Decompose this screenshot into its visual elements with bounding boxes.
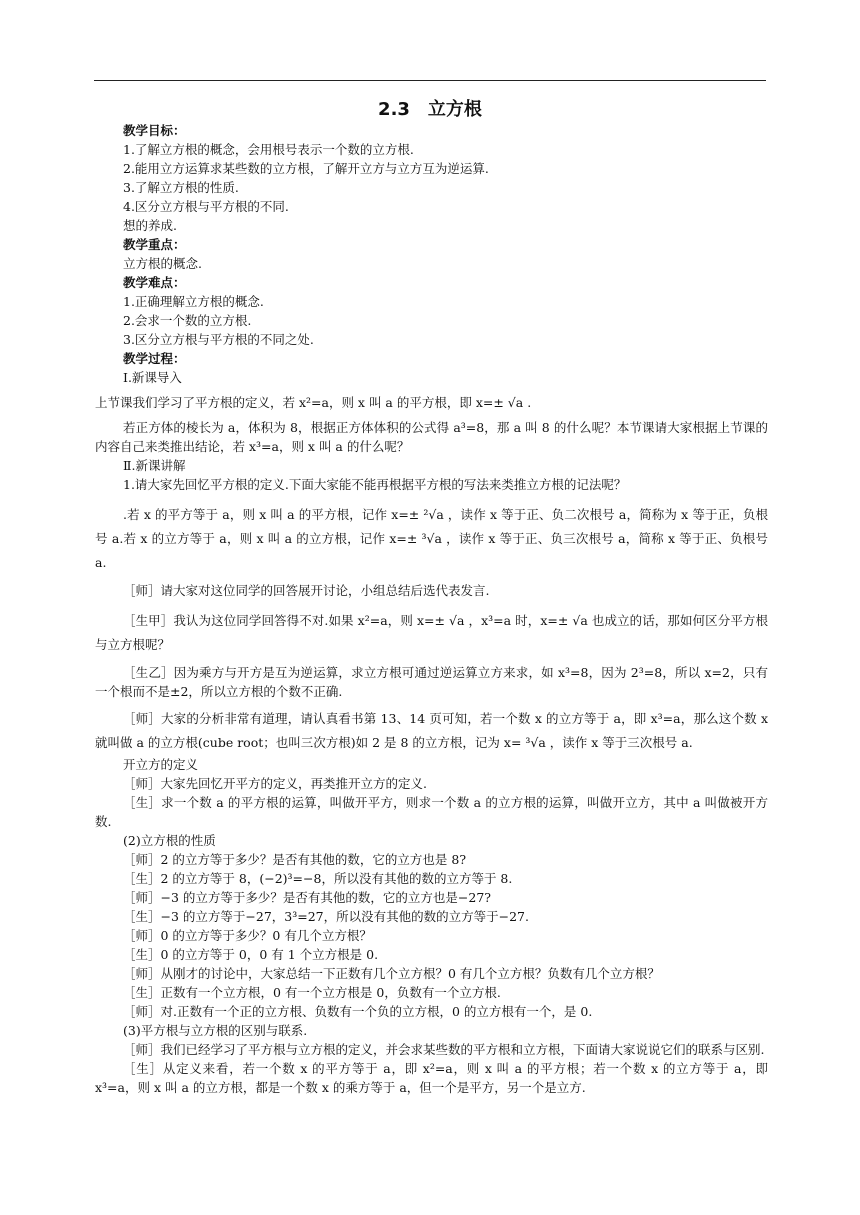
paragraph: ［师］请大家对这位同学的回答展开讨论，小组总结后选代表发言. [123,583,490,598]
paragraph: ［生］从定义来看，若一个数 x 的平方等于 a，即 x²=a，则 x 叫 a 的平方根；若一个数 x 的立方等于 a，即 x³=a，则 x 叫 a 的立方根，都是一个数 x 的乘方等于 a，但一个是平方，另一个是立方. [95,1061,768,1095]
body-text [95,121,768,1097]
section-lecture: Ⅱ.新课讲解 [123,458,186,473]
heading-difficulties: 教学难点： [123,275,186,290]
paragraph: ［师］我们已经学习了平方根与立方根的定义，并会求某些数的平方根和立方根，下面请大家说说它们的联系与区别. [123,1042,765,1057]
dialogue-line: ［生］−3 的立方等于−27，3³=27，所以没有其他的数的立方等于−27. [123,909,529,924]
paragraph: 若正方体的棱长为 a，体积为 8，根据正方体体积的公式得 a³=8，那 a 叫 8 的什么呢？本节课请大家根据上节课的内容自己来类推出结论，若 x³=a，则 x 叫 a 的什么呢？ [95,420,768,454]
paragraph: ［师］大家的分析非常有道理，请认真看书第 13、14 页可知，若一个数 x 的立方等于 a，即 x³=a，那么这个数 x 就叫做 a 的立方根(cube root；也叫三次方根)如 2 是 8 的立方根，记为 x= ³√a ，读作 x 等于三次根号 a. [95,711,768,750]
section-intro: Ⅰ.新课导入 [123,370,182,385]
paragraph: 上节课我们学习了平方根的定义，若 x²=a，则 x 叫 a 的平方根，即 x=± √a . [95,395,532,410]
subheading: (3)平方根与立方根的区别与联系. [123,1023,308,1038]
dialogue-line: ［师］−3 的立方等于多少？是否有其他的数，它的立方也是−27? [123,890,491,905]
dialogue-line: ［师］对.正数有一个正的立方根、负数有一个负的立方根，0 的立方根有一个，是 0. [123,1004,593,1019]
text-line: 2.会求一个数的立方根. [123,313,252,328]
paragraph: ［生乙］因为乘方与开方是互为逆运算，求立方根可通过逆运算立方来求，如 x³=8，因为 2³=8，所以 x=2，只有一个根而不是±2，所以立方根的个数不正确. [95,665,768,699]
dialogue-line: ［生］正数有一个立方根，0 有一个立方根是 0，负数有一个立方根. [123,985,501,1000]
dialogue-line: ［师］从刚才的讨论中，大家总结一下正数有几个立方根？0 有几个立方根？负数有几个立方根？ [123,966,660,981]
paragraph: 1.请大家先回忆平方根的定义.下面大家能不能再根据平方根的写法来类推立方根的记法呢？ [123,477,627,492]
subheading: 开立方的定义 [123,757,199,772]
page-title: 2.3 立方根 [378,99,482,120]
paragraph: .若 x 的平方等于 a，则 x 叫 a 的平方根，记作 x=± ²√a ，读作 x 等于正、负二次根号 a，简称为 x 等于正，负根号 a.若 x 的立方等于 a，则 x 叫 a 的立方根，记作 x=± ³√a ，读作 x 等于正、负三次根号 a，简称 x 等于正、负根号 a. [95,507,768,570]
paragraph: ［生］求一个数 a 的平方根的运算，叫做开平方，则求一个数 a 的立方根的运算，叫做开立方，其中 a 叫做被开方数. [95,795,768,829]
text-line: 3.了解立方根的性质. [123,180,239,195]
dialogue-line: ［生］0 的立方等于 0，0 有 1 个立方根是 0. [123,947,379,962]
text-line: 4.区分立方根与平方根的不同. [123,199,289,214]
header-rule [94,80,766,81]
subheading: (2)立方根的性质 [123,833,216,848]
paragraph: ［师］大家先回忆开平方的定义，再类推开立方的定义. [123,776,427,791]
text-line: 3.区分立方根与平方根的不同之处. [123,332,314,347]
heading-process: 教学过程： [123,351,186,366]
text-line: 1.了解立方根的概念，会用根号表示一个数的立方根. [123,142,414,157]
text-line: 立方根的概念. [123,256,202,271]
dialogue-line: ［师］0 的立方等于多少？0 有几个立方根？ [123,928,372,943]
heading-objectives: 教学目标： [123,123,186,138]
text-line: 想的养成. [123,218,177,233]
dialogue-line: ［生］2 的立方等于 8，(−2)³=−8，所以没有其他的数的立方等于 8. [123,871,513,886]
dialogue-line: ［师］2 的立方等于多少？是否有其他的数，它的立方也是 8? [123,852,467,867]
heading-key-points: 教学重点： [123,237,186,252]
text-line: 2.能用立方运算求某些数的立方根，了解开立方与立方互为逆运算. [123,161,489,176]
paragraph: ［生甲］我认为这位同学回答得不对.如果 x²=a，则 x=± √a ，x³=a 时，x=± √a 也成立的话，那如何区分平方根与立方根呢？ [95,613,768,652]
text-line: 1.正确理解立方根的概念. [123,294,264,309]
